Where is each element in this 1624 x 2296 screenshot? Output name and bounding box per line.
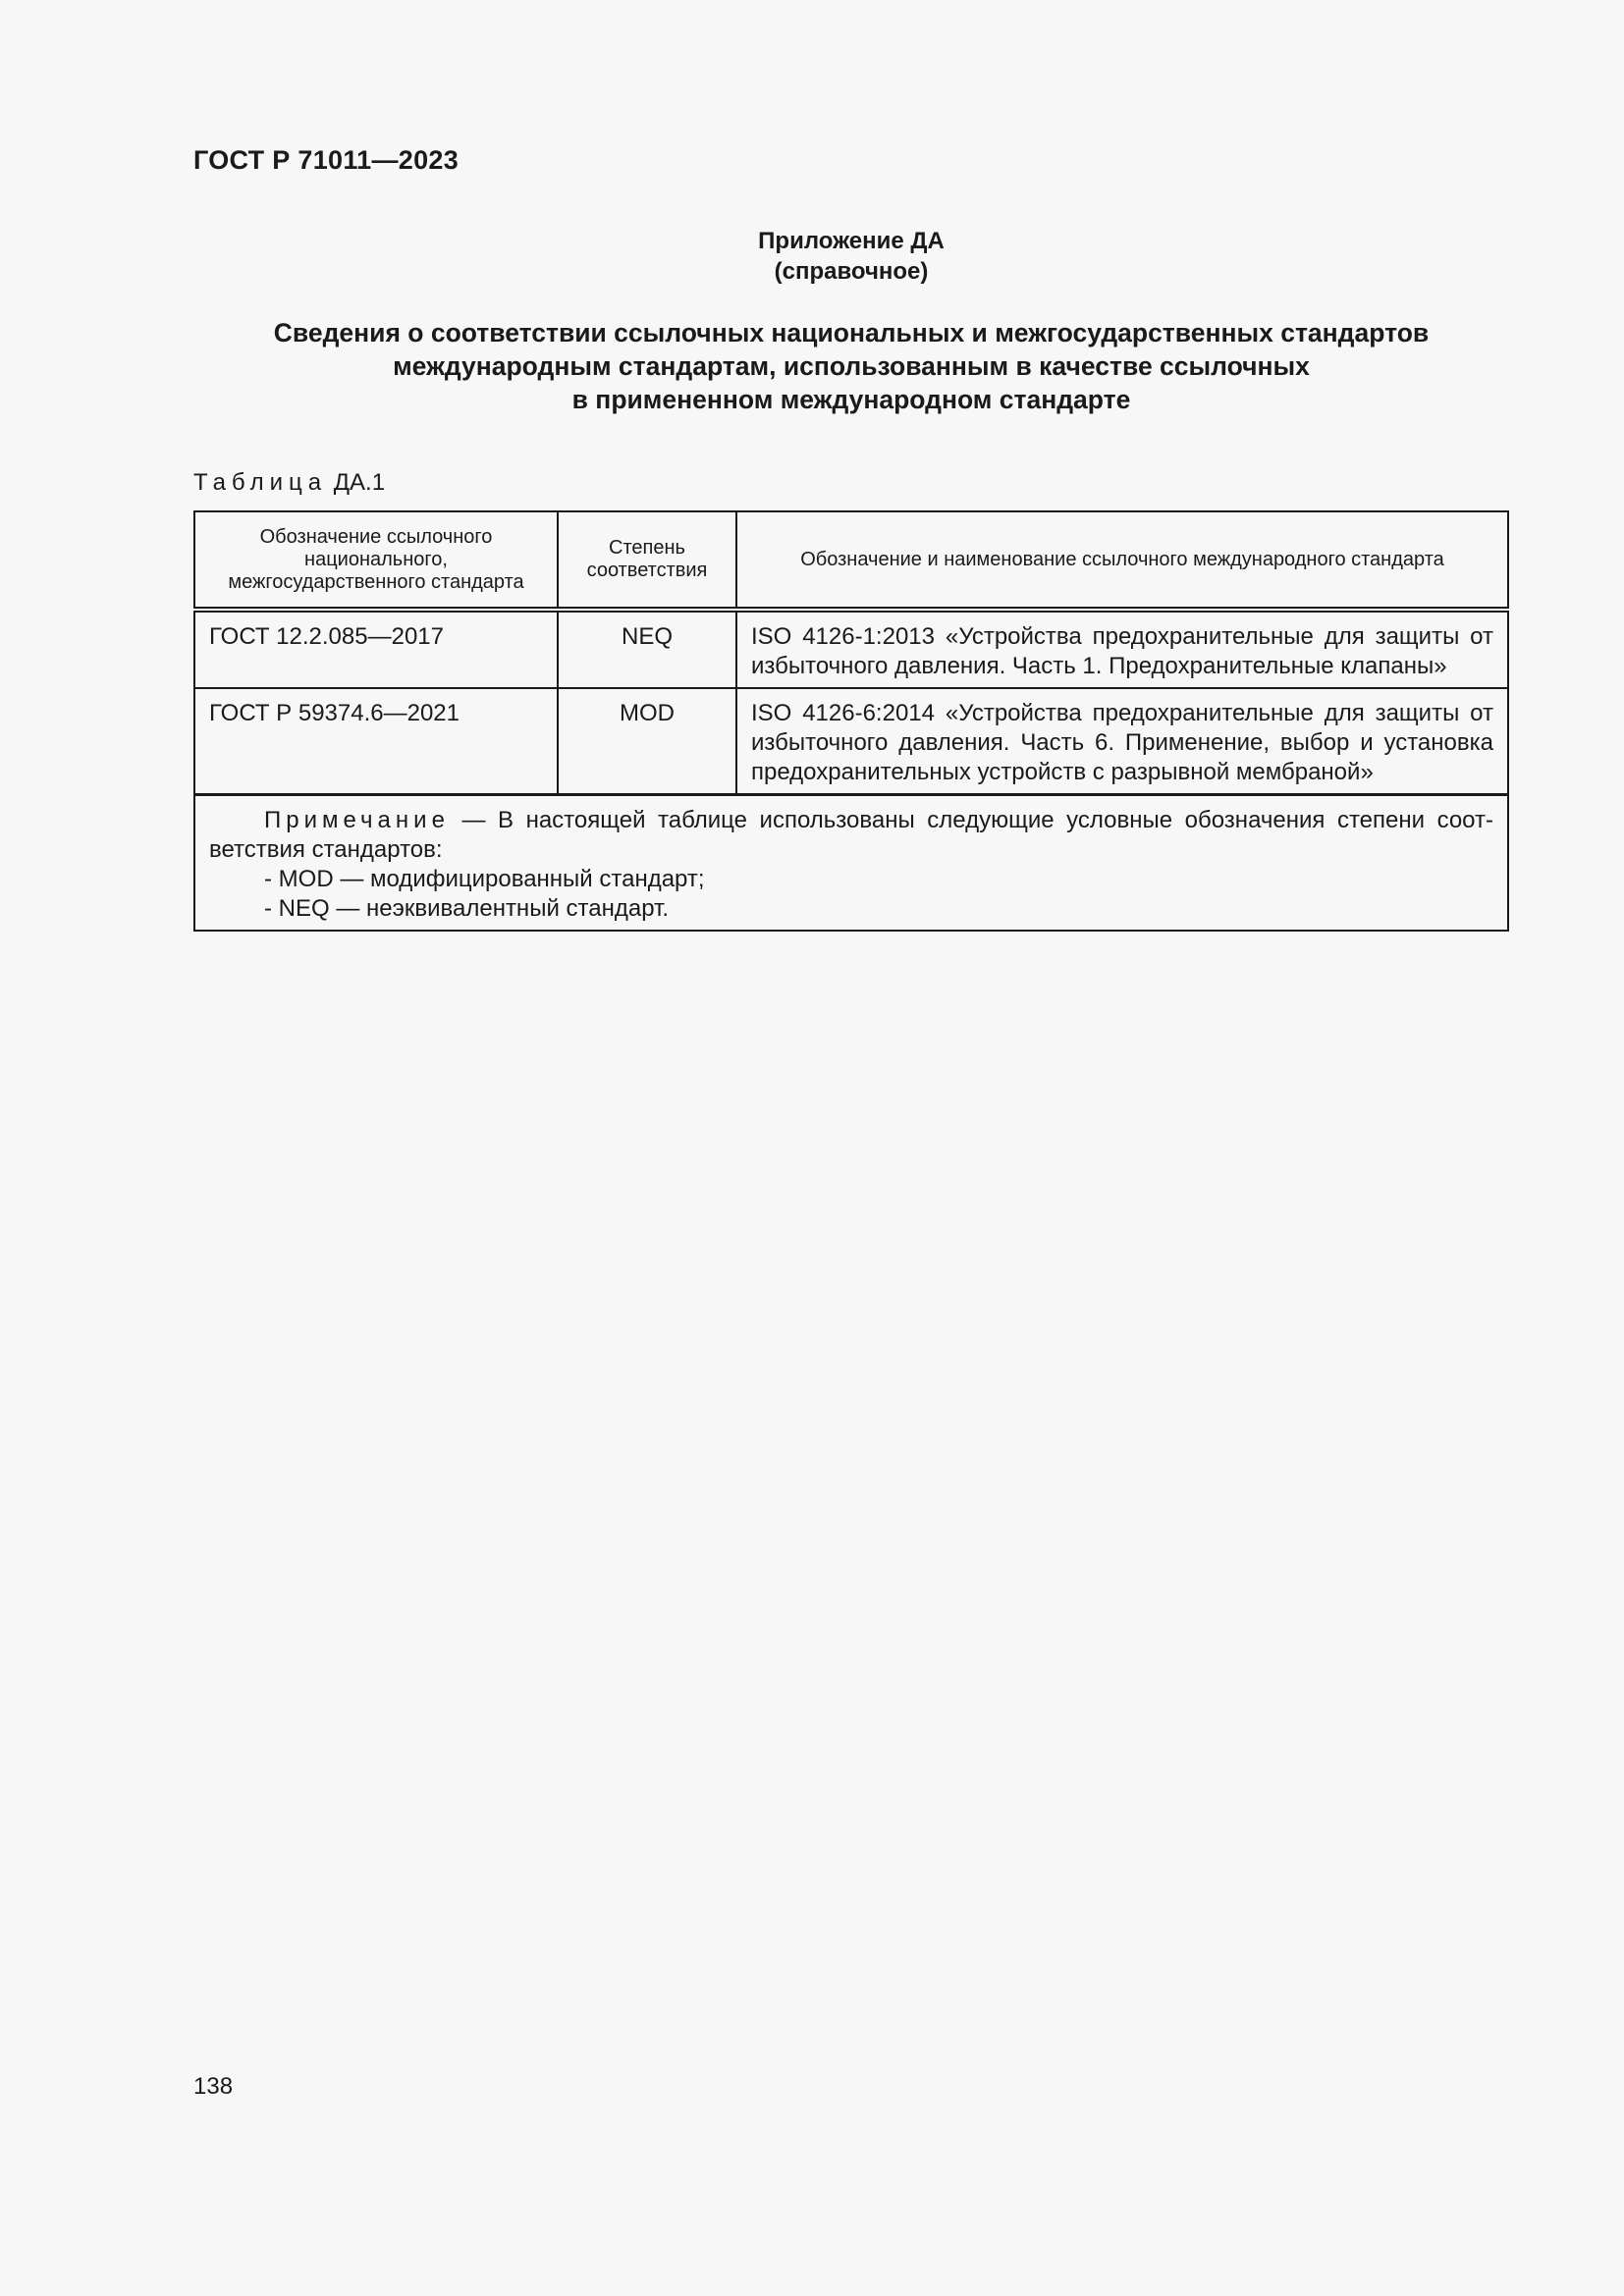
cell-designation: ГОСТ Р 59374.6—2021 <box>194 688 558 795</box>
table-caption-number: ДА.1 <box>333 469 386 496</box>
note-item: - NEQ — неэквивалентный стандарт. <box>264 895 670 922</box>
annex-heading <box>193 316 1509 416</box>
column-header-degree: Степень соответствия <box>558 511 736 610</box>
note-text <box>209 806 1493 865</box>
note-item: - MOD — модифицированный стандарт; <box>264 866 705 892</box>
table-caption <box>193 469 385 497</box>
table-caption-word: Таблица <box>193 469 328 496</box>
cell-degree: NEQ <box>558 610 736 688</box>
document-header: ГОСТ Р 71011—2023 <box>193 145 460 175</box>
table-note-row <box>194 795 1508 932</box>
heading-line: Сведения о соответствии ссылочных национальных и межгосударственных стандартов <box>273 318 1430 347</box>
column-header-national: Обозначение ссылочного национального, межгосударственного стандарта <box>194 511 558 610</box>
table-note <box>194 795 1508 932</box>
table-header-row <box>194 511 1508 610</box>
heading-line: в примененном международном стандарте <box>571 385 1131 414</box>
column-header-international: Обозначение и наименование ссылочного международного стандарта <box>736 511 1508 610</box>
cell-degree: MOD <box>558 688 736 795</box>
cell-international: ISO 4126-6:2014 «Устройства предохранительные для защиты от избыточного давления. Часть 6. Применение, выбор и установка предохранительных устройств с разрывной мембраной» <box>736 688 1508 795</box>
note-label: Примечание <box>264 807 450 833</box>
table-row <box>194 688 1508 795</box>
cell-international: ISO 4126-1:2013 «Устройства предохранительные для защиты от избыточного давления. Часть 1. Предохранительные клапаны» <box>736 610 1508 688</box>
heading-line: международным стандартам, использованным в качестве ссылочных <box>393 351 1310 381</box>
reference-standards-table <box>193 510 1509 932</box>
note-body: — В настоящей таблице использованы следующие условные обозначения степени соответствия стандартов: <box>209 807 1493 863</box>
annex-title: Приложение ДА <box>758 228 945 254</box>
table-row <box>194 610 1508 688</box>
page-number: 138 <box>193 2073 234 2100</box>
annex-subtitle: (справочное) <box>774 258 929 285</box>
cell-designation: ГОСТ 12.2.085—2017 <box>194 610 558 688</box>
